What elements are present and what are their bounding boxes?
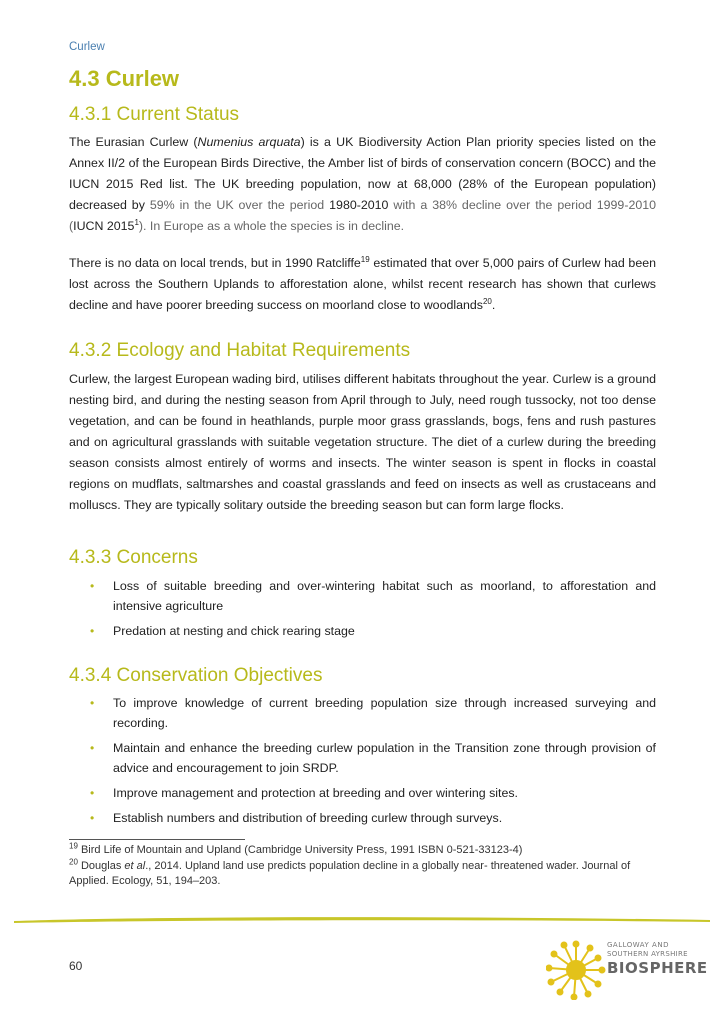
footer-swoosh-line (12, 912, 712, 928)
objectives-list (69, 693, 656, 833)
bullet-icon: • (90, 624, 95, 638)
bullet-icon: • (90, 786, 95, 800)
list-item: • Predation at nesting and chick rearing stage (69, 621, 656, 641)
paragraph-ecology: Curlew, the largest European wading bird, utilises different habitats throughout the year. Curlew is a ground nesting bird, and during the nesting season from April through to July, need rough tussocky, not too dense vegetation, and can be found in heathlands, purple moor grass grasslands, bogs, fens and rush pastures and on agricultural grasslands with suitable vegetation structure. The diet of a curlew during the breeding season consists almost entirely of worms and insects. The winter season is spent in flocks in coastal regions on mudflats, saltmarshes and coastal grasslands and feed on insects as well as crustaceans and molluscs. They are typically solitary outside the breeding season but can form large flocks. (69, 372, 656, 512)
list-item: • Loss of suitable breeding and over-wintering habitat such as moorland, to afforestation and intensive agriculture (69, 576, 656, 616)
bullet-icon: • (90, 741, 95, 755)
heading-current-status: 4.3.1 Current Status (69, 104, 240, 125)
page-number: 60 (69, 959, 83, 973)
footnote-20: $^{20}$ Douglas et al., 2014. Upland land use predicts population decline in a globally near- threatened wader. Journal of Applied. Ecology, 51, 194–203. (69, 857, 631, 887)
bullet-icon: • (90, 696, 95, 710)
biosphere-logo-text: GALLOWAY AND SOUTHERN AYRSHIRE BIOSPHERE (607, 941, 708, 977)
footnote-ref-19: 19 (360, 254, 370, 264)
list-item: • To improve knowledge of current breeding population size through increased surveying and recording. (69, 693, 656, 733)
footnote-19: $^{19}$ Bird Life of Mountain and Upland (Cambridge University Press, 1991 ISBN 0-521-33123-4) (69, 841, 523, 856)
footnote-ref-20: 20 (482, 296, 492, 306)
heading-objectives: 4.3.4 Conservation Objectives (69, 665, 323, 686)
running-header: Curlew (69, 41, 105, 53)
paragraph-local-trends: There is no data on local trends, but in 1990 Ratcliffe$^{19}$ estimated that over 5,000 pairs of Curlew had been lost across the Southern Uplands to afforestation alone, whilst recent research has shown that curlews decline and have poorer breeding success on moorland close to woodlands$^{20}$. (69, 254, 656, 312)
species-name: Numenius arquata (197, 135, 301, 149)
heading-concerns: 4.3.3 Concerns (69, 547, 198, 568)
bullet-icon: • (90, 811, 95, 825)
list-item: • Maintain and enhance the breeding curlew population in the Transition zone through provision of advice and encouragement to join SRDP. (69, 738, 656, 778)
bullet-icon: • (90, 579, 95, 593)
concerns-list (69, 576, 656, 646)
section-title: 4.3 Curlew (69, 66, 180, 91)
footnote-ref: 1 (134, 217, 139, 227)
heading-ecology: 4.3.2 Ecology and Habitat Requirements (69, 340, 411, 361)
footnotes (69, 843, 659, 890)
paragraph-current-status: The Eurasian Curlew (Numenius arquata) is a UK Biodiversity Action Plan priority species listed on the Annex II/2 of the European Birds Directive, the Amber list of birds of conservation concern (BOCC) and the IUCN 2015 Red list. The UK breeding population, now at 68,000 (28% of the European population) decreased by 59% in the UK over the period 1980-2010 with a 38% decline over the period 1999-2010 (IUCN 2015$^1$). In Europe as a whole the species is in decline. (69, 135, 657, 233)
footnote-divider (69, 839, 245, 840)
list-item: • Improve management and protection at breeding and over wintering sites. (69, 783, 656, 803)
list-item: • Establish numbers and distribution of breeding curlew through surveys. (69, 808, 656, 828)
